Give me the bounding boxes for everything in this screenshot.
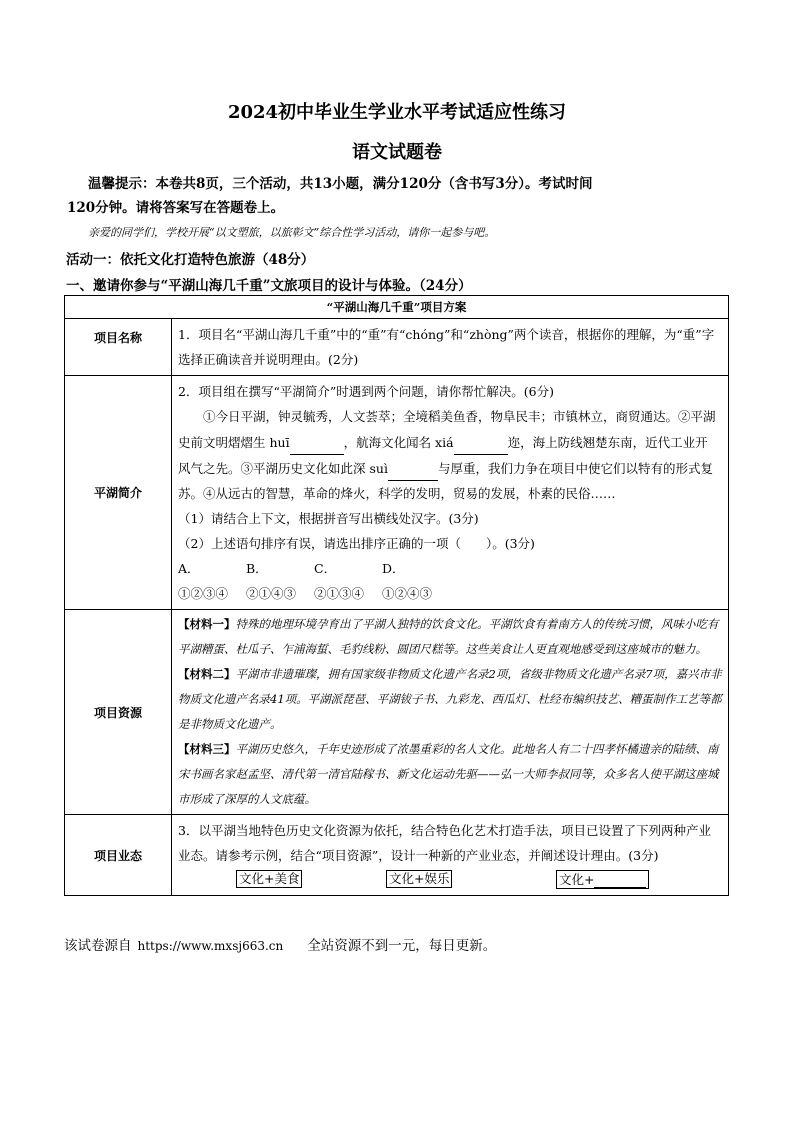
- materials: [172, 610, 729, 815]
- question-2-stem: 2．项目组在撰写“平湖简介”时遇到两个问题，请你帮忙解决。(6分): [178, 384, 554, 399]
- footer-note: 全站资源不到一元，每日更新。: [307, 938, 497, 954]
- blank-business[interactable]: [594, 871, 646, 888]
- question-2-passage: ①今日平湖，钟灵毓秀，人文荟萃；全境稻美鱼香，物阜民丰；市镇林立，商贸通达。②平湖史前文明熠熠生 huī ，航海文化闻名 xiá 迩，海上防线翘楚东南，近代工业开风气之先。③平湖历史文化如此深 suì 与厚重，我们力争在项目中使它们以特有的形式复苏。④从远古的智慧，革命的烽火，科学的发明，贸易的发展，朴素的民俗……: [178, 409, 716, 501]
- answer-options: [178, 556, 720, 606]
- option-c[interactable]: C．②①③④: [314, 561, 365, 601]
- footer-source: 该试卷源自: [64, 938, 132, 954]
- question-1: 1．项目名“平湖山海几千重”中的“重”有“chóng”和“zhòng”两个读音，根据你的理解，为“重”字选择正确读音并说明理由。(2分): [172, 319, 729, 376]
- tip-line-2: 120分钟。请将答案写在答题卷上。: [67, 200, 285, 216]
- greeting: 亲爱的同学们，学校开展“以文塑旅，以旅彰文”综合性学习活动，请你一起参与吧。: [88, 226, 496, 239]
- material-3: 【材料三】平湖历史悠久，千年史迹形成了浓墨重彩的名人文化。此地名人有二十四孝怀橘遗亲的陆绩、南宋书画名家赵孟坚、清代第一清官陆稼书、新文化运动先驱——弘一大师李叔同等，众多名人使平湖这座城市形成了深厚的人文底蕴。: [178, 742, 719, 806]
- activity-heading: 活动一：依托文化打造特色旅游（48分）: [66, 252, 315, 268]
- tip-line-1: 温馨提示：本卷共8页，三个活动，共13小题，满分120分（含书写3分）。考试时间: [88, 176, 593, 192]
- sub-question-1: （1）请结合上下文，根据拼音写出横线处汉字。(3分): [178, 511, 479, 526]
- blank-hui[interactable]: [290, 429, 344, 455]
- option-d[interactable]: D．①②④③: [382, 561, 433, 601]
- table-header: “平湖山海几千重”项目方案: [65, 296, 729, 319]
- option-a[interactable]: A．①②③④: [178, 561, 229, 601]
- footer: [64, 934, 496, 954]
- footer-url[interactable]: https://www.mxsj663.cn: [137, 939, 284, 953]
- row-label-name: 项目名称: [65, 319, 172, 376]
- project-plan-table: [64, 295, 729, 896]
- blank-xia[interactable]: [454, 429, 508, 455]
- box-culture-food: 文化+美食: [236, 870, 302, 888]
- exam-title: 2024初中毕业生学业水平考试适应性练习: [227, 102, 567, 123]
- material-2: 【材料二】平湖市非遗璀璨，拥有国家级非物质文化遗产名录2项，省级非物质文化遗产名录7项，嘉兴市非物质文化遗产名录41项。平湖派琵琶、平湖钹子书、九彩龙、西瓜灯、杜经布编织技艺、糟蛋制作工艺等都是非物质文化遗产。: [178, 667, 722, 731]
- row-label-intro: 平湖简介: [65, 376, 172, 610]
- material-1: 【材料一】特殊的地理环境孕育出了平湖人独特的饮食文化。平湖饮食有着南方人的传统习惯，风味小吃有平湖糟蛋、杜瓜子、乍浦海蜇、毛豹线粉、圆团尺糕等。这些美食让人更直观地感受到这座城市的魅力。: [178, 617, 719, 656]
- question-3: [172, 815, 729, 896]
- sub-question-2: （2）上述语句排序有误，请选出排序正确的一项（ ）。(3分): [178, 536, 535, 551]
- box-culture-blank[interactable]: 文化+: [556, 870, 649, 889]
- exam-tip: [67, 172, 716, 220]
- option-b[interactable]: B．②①④③: [246, 561, 297, 601]
- box-culture-entertainment: 文化+娱乐: [386, 870, 452, 888]
- exam-subtitle: 语文试题卷: [352, 142, 442, 163]
- section-heading: 一、邀请你参与“平湖山海几千重”文旅项目的设计与体验。（24分）: [66, 278, 472, 294]
- blank-sui[interactable]: [388, 455, 438, 481]
- question-3-text: 3．以平湖当地特色历史文化资源为依托，结合特色化艺术打造手法，项目已设置了下列两种产业业态。请参考示例，结合“项目资源”，设计一种新的产业业态，并阐述设计理由。(3分): [178, 823, 711, 863]
- row-label-business: 项目业态: [65, 815, 172, 896]
- business-boxes: [178, 868, 720, 892]
- row-label-resource: 项目资源: [65, 610, 172, 815]
- question-2: [172, 376, 729, 610]
